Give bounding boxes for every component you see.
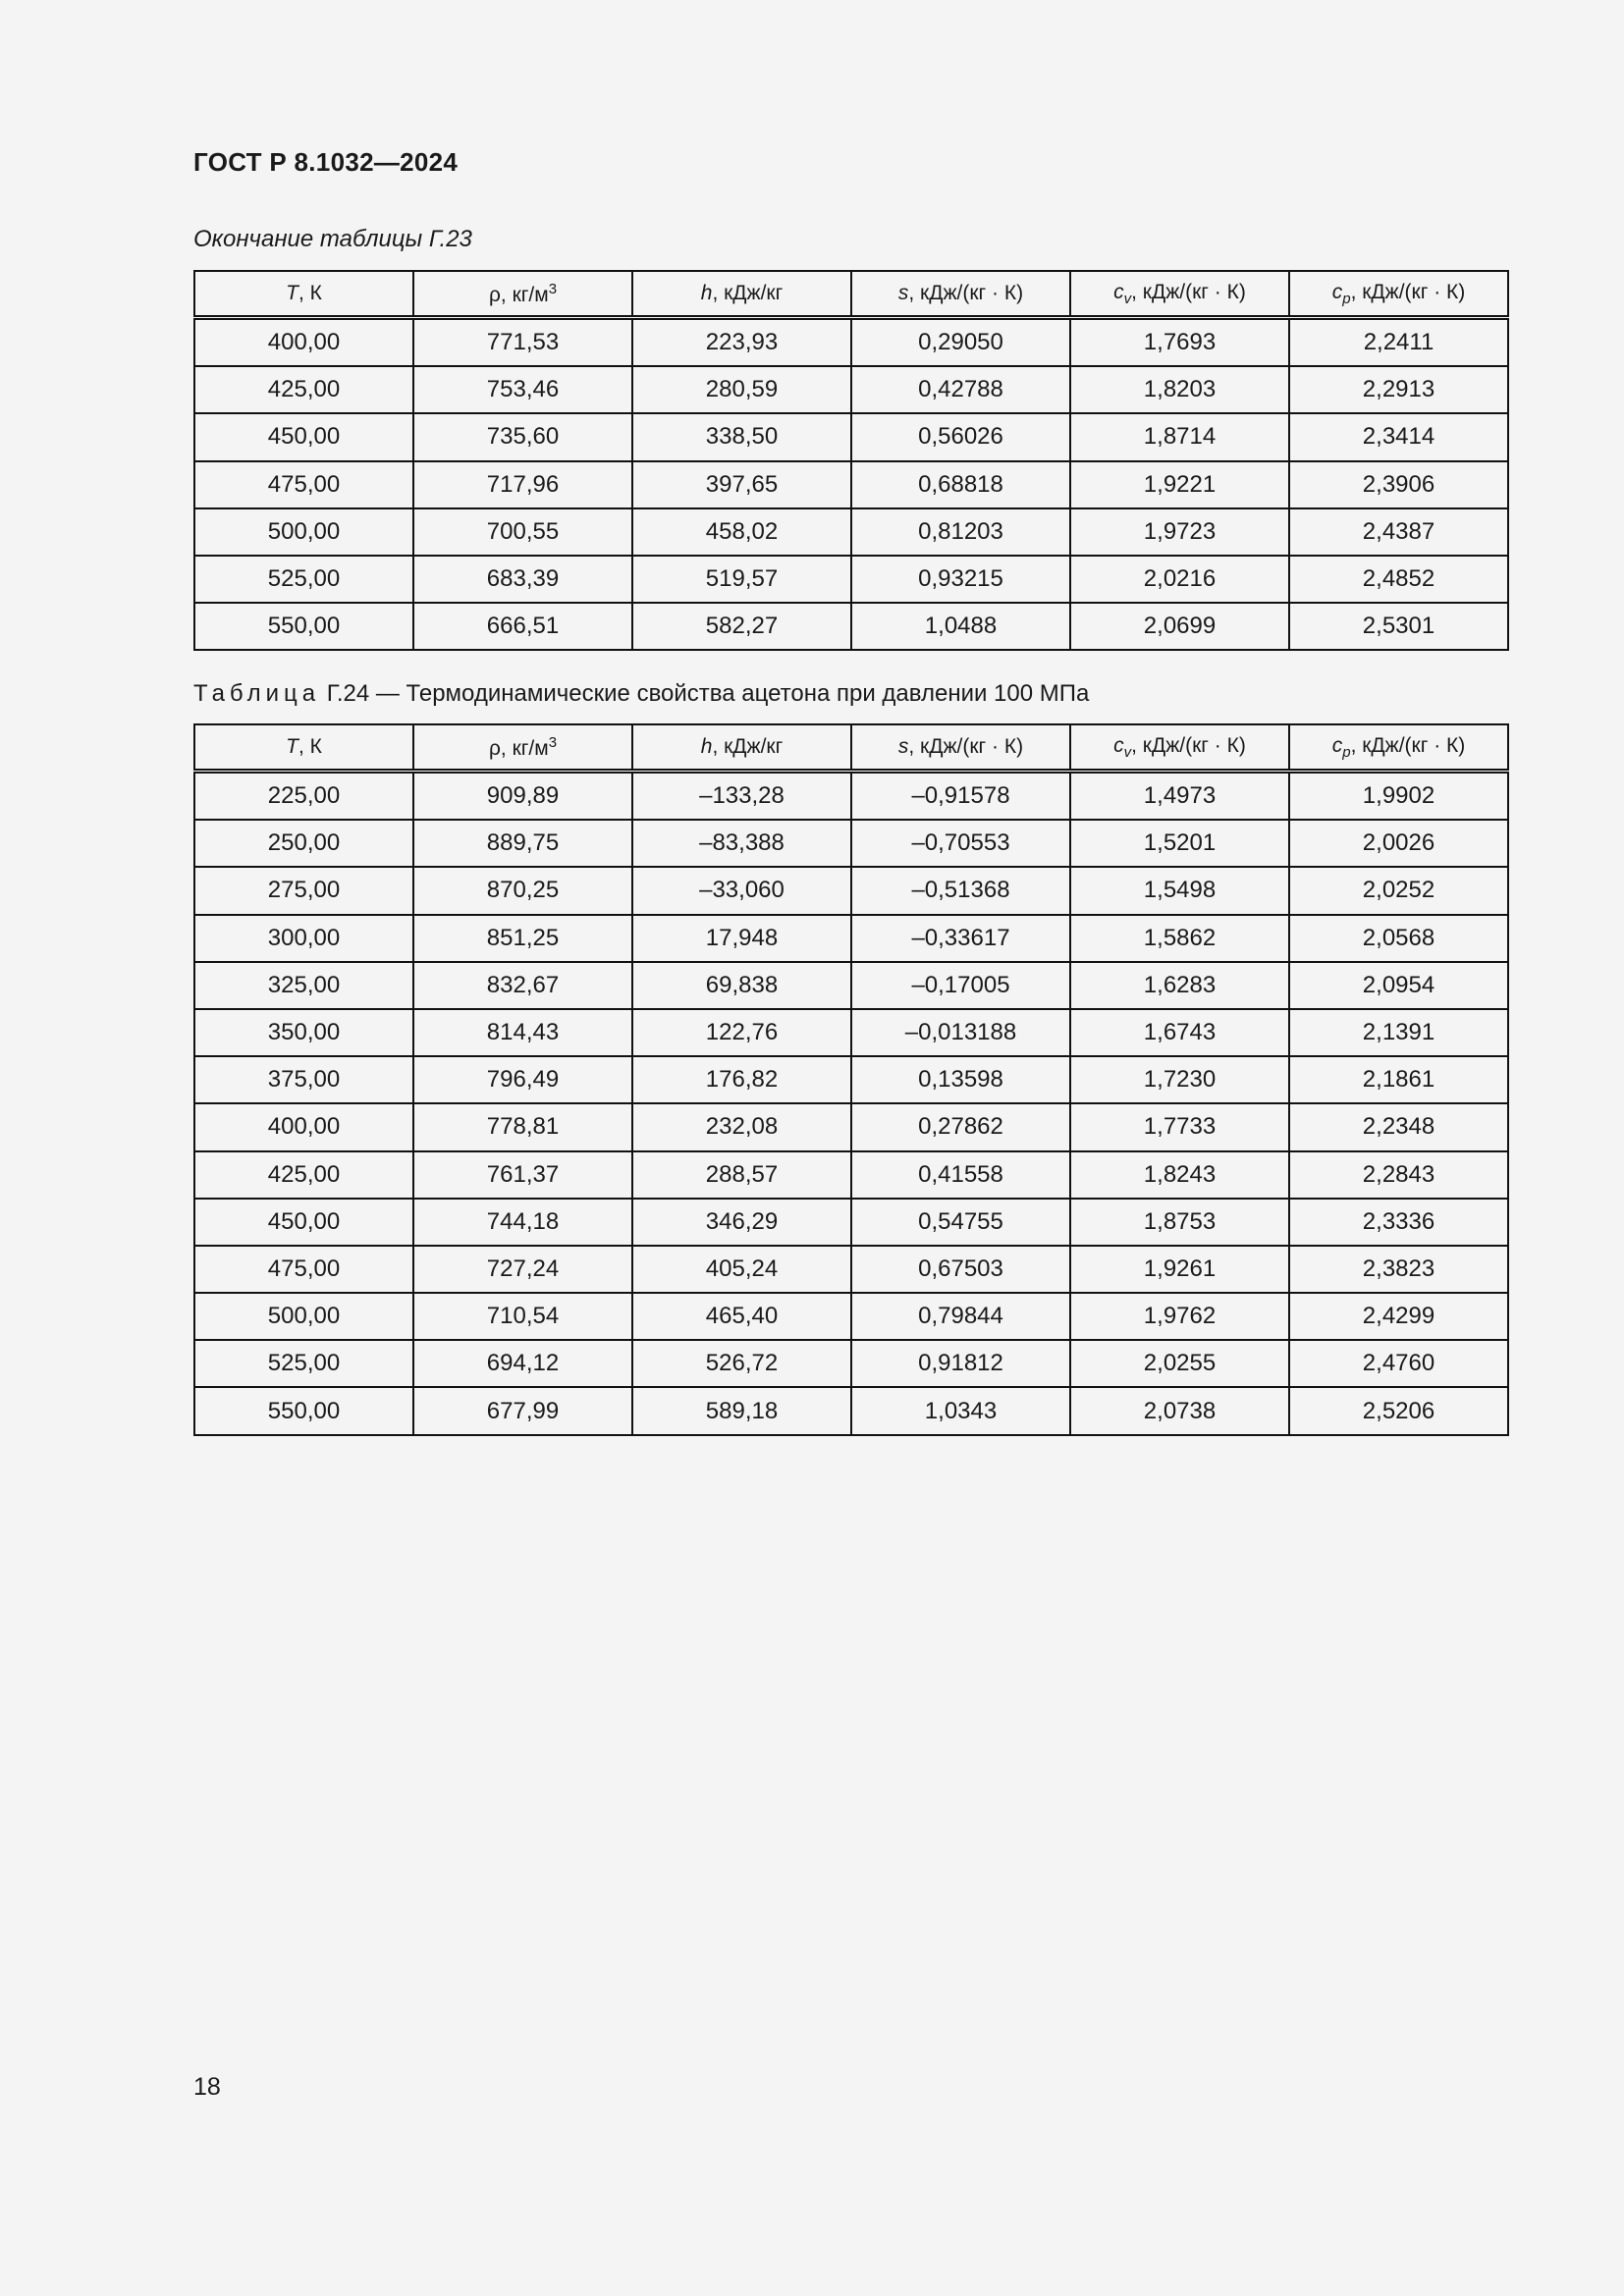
table-cell: 1,8714 xyxy=(1070,413,1289,460)
properties-table-g23 xyxy=(193,270,1509,651)
column-symbol: h xyxy=(700,735,713,758)
table-cell: 2,5301 xyxy=(1289,603,1508,650)
table-cell: 2,1861 xyxy=(1289,1056,1508,1103)
column-header xyxy=(413,271,632,318)
table-cell: 2,4299 xyxy=(1289,1293,1508,1340)
table-continuation-caption: Окончание таблицы Г.23 xyxy=(193,226,472,252)
table-cell: 1,8753 xyxy=(1070,1199,1289,1246)
column-symbol: T xyxy=(286,735,298,758)
table-cell: 458,02 xyxy=(632,508,851,556)
table-cell: 2,0255 xyxy=(1070,1340,1289,1387)
column-unit: , К xyxy=(298,735,322,758)
table-cell: 400,00 xyxy=(194,1103,413,1150)
column-unit: , кДж/(кг · К) xyxy=(1131,280,1246,303)
table-cell: 525,00 xyxy=(194,556,413,603)
table-cell: 397,65 xyxy=(632,461,851,508)
table-cell: 2,5206 xyxy=(1289,1387,1508,1434)
table-cell: –0,013188 xyxy=(851,1009,1070,1056)
table-cell: 2,0216 xyxy=(1070,556,1289,603)
table-cell: 346,29 xyxy=(632,1199,851,1246)
table-cell: 1,8243 xyxy=(1070,1151,1289,1199)
table-cell: 375,00 xyxy=(194,1056,413,1103)
table-cell: 280,59 xyxy=(632,366,851,413)
table-row xyxy=(194,1293,1508,1340)
table-cell: 1,7733 xyxy=(1070,1103,1289,1150)
table-cell: 700,55 xyxy=(413,508,632,556)
table-cell: 500,00 xyxy=(194,1293,413,1340)
column-symbol: ρ xyxy=(488,736,501,760)
table-cell: 1,4973 xyxy=(1070,772,1289,821)
table-cell: 0,13598 xyxy=(851,1056,1070,1103)
column-header xyxy=(632,724,851,772)
table-row xyxy=(194,820,1508,867)
table-cell: 0,42788 xyxy=(851,366,1070,413)
column-symbol: c xyxy=(1113,733,1124,757)
table-cell: 778,81 xyxy=(413,1103,632,1150)
table-cell: 2,4760 xyxy=(1289,1340,1508,1387)
table-row xyxy=(194,603,1508,650)
column-subscript: p xyxy=(1342,290,1351,307)
column-superscript: 3 xyxy=(548,280,558,297)
table-cell: 2,0699 xyxy=(1070,603,1289,650)
table-cell: 0,68818 xyxy=(851,461,1070,508)
table-cell: 122,76 xyxy=(632,1009,851,1056)
table-body xyxy=(194,318,1508,651)
table-cell: 2,0026 xyxy=(1289,820,1508,867)
table-cell: 814,43 xyxy=(413,1009,632,1056)
table-row xyxy=(194,461,1508,508)
table-cell: 717,96 xyxy=(413,461,632,508)
table-cell: 1,5201 xyxy=(1070,820,1289,867)
table-caption-text: Г.24 — Термодинамические свойства ацетона при давлении 100 МПа xyxy=(326,680,1090,707)
table-cell: 683,39 xyxy=(413,556,632,603)
table-cell: 405,24 xyxy=(632,1246,851,1293)
table-row xyxy=(194,556,1508,603)
table-cell: 550,00 xyxy=(194,603,413,650)
column-superscript: 3 xyxy=(548,733,558,751)
table-cell: 550,00 xyxy=(194,1387,413,1434)
column-symbol: h xyxy=(700,282,713,304)
table-cell: 0,79844 xyxy=(851,1293,1070,1340)
table-cell: 338,50 xyxy=(632,413,851,460)
table-cell: 69,838 xyxy=(632,962,851,1009)
table-cell: 2,2913 xyxy=(1289,366,1508,413)
column-subscript: v xyxy=(1123,290,1132,307)
table-cell: 400,00 xyxy=(194,318,413,367)
table-row xyxy=(194,1009,1508,1056)
document-title: ГОСТ Р 8.1032—2024 xyxy=(193,147,459,177)
table-cell: 753,46 xyxy=(413,366,632,413)
column-header xyxy=(632,271,851,318)
table-cell: 500,00 xyxy=(194,508,413,556)
table-cell: –0,33617 xyxy=(851,915,1070,962)
table-cell: 425,00 xyxy=(194,1151,413,1199)
table-cell: –0,17005 xyxy=(851,962,1070,1009)
table-cell: 2,3414 xyxy=(1289,413,1508,460)
table-cell: 1,9723 xyxy=(1070,508,1289,556)
column-symbol: ρ xyxy=(488,283,501,306)
properties-table-g24 xyxy=(193,723,1509,1436)
table-cell: 17,948 xyxy=(632,915,851,962)
column-header xyxy=(1289,724,1508,772)
table-cell: –83,388 xyxy=(632,820,851,867)
table-caption xyxy=(193,680,1089,708)
table-cell: 694,12 xyxy=(413,1340,632,1387)
table-cell: 2,1391 xyxy=(1289,1009,1508,1056)
table-cell: 761,37 xyxy=(413,1151,632,1199)
column-header xyxy=(851,724,1070,772)
table-cell: 0,93215 xyxy=(851,556,1070,603)
column-symbol: c xyxy=(1331,733,1343,757)
column-header xyxy=(1070,271,1289,318)
column-unit: , кДж/(кг · К) xyxy=(908,282,1024,304)
table-cell: 1,0343 xyxy=(851,1387,1070,1434)
table-cell: 589,18 xyxy=(632,1387,851,1434)
table-row xyxy=(194,508,1508,556)
table-cell: 2,2411 xyxy=(1289,318,1508,367)
column-unit: , кДж/(кг · К) xyxy=(1131,733,1246,757)
table-cell: 475,00 xyxy=(194,1246,413,1293)
table-cell: 2,3336 xyxy=(1289,1199,1508,1246)
table-cell: 1,9221 xyxy=(1070,461,1289,508)
table-cell: 2,0568 xyxy=(1289,915,1508,962)
table-cell: 300,00 xyxy=(194,915,413,962)
column-symbol: c xyxy=(1113,280,1124,303)
table-cell: 2,0252 xyxy=(1289,867,1508,914)
table-row xyxy=(194,1340,1508,1387)
column-unit: , кДж/(кг · К) xyxy=(908,735,1024,758)
table-cell: 0,27862 xyxy=(851,1103,1070,1150)
table-cell: 465,40 xyxy=(632,1293,851,1340)
column-unit: , кДж/(кг · К) xyxy=(1350,733,1466,757)
column-header xyxy=(1070,724,1289,772)
column-subscript: v xyxy=(1123,743,1132,761)
table-row xyxy=(194,1199,1508,1246)
table-row xyxy=(194,1056,1508,1103)
table-cell: 666,51 xyxy=(413,603,632,650)
table-cell: 2,2348 xyxy=(1289,1103,1508,1150)
table-cell: 2,2843 xyxy=(1289,1151,1508,1199)
table-cell: 1,8203 xyxy=(1070,366,1289,413)
table-cell: 677,99 xyxy=(413,1387,632,1434)
table-cell: 350,00 xyxy=(194,1009,413,1056)
table-cell: 870,25 xyxy=(413,867,632,914)
table-cell: 275,00 xyxy=(194,867,413,914)
column-header xyxy=(413,724,632,772)
table-cell: 796,49 xyxy=(413,1056,632,1103)
table-cell: 582,27 xyxy=(632,603,851,650)
table-caption-label: Таблица xyxy=(193,680,321,707)
table-cell: 889,75 xyxy=(413,820,632,867)
table-cell: 0,67503 xyxy=(851,1246,1070,1293)
column-header xyxy=(194,271,413,318)
table-cell: 832,67 xyxy=(413,962,632,1009)
table-cell: 526,72 xyxy=(632,1340,851,1387)
table-cell: 1,7230 xyxy=(1070,1056,1289,1103)
table-header xyxy=(194,724,1508,772)
table-row xyxy=(194,962,1508,1009)
table-cell: 909,89 xyxy=(413,772,632,821)
table-row xyxy=(194,413,1508,460)
table-cell: 0,29050 xyxy=(851,318,1070,367)
column-unit: , кДж/(кг · К) xyxy=(1350,280,1466,303)
column-unit: , кг/м xyxy=(500,283,549,306)
table-cell: 1,9902 xyxy=(1289,772,1508,821)
table-cell: –33,060 xyxy=(632,867,851,914)
column-symbol: s xyxy=(897,282,909,304)
column-subscript: p xyxy=(1342,743,1351,761)
table-cell: 0,54755 xyxy=(851,1199,1070,1246)
table-cell: 1,5498 xyxy=(1070,867,1289,914)
table-cell: 2,4387 xyxy=(1289,508,1508,556)
table-cell: 1,6743 xyxy=(1070,1009,1289,1056)
table-cell: –0,91578 xyxy=(851,772,1070,821)
table-row xyxy=(194,1387,1508,1434)
table-cell: 232,08 xyxy=(632,1103,851,1150)
table-cell: 425,00 xyxy=(194,366,413,413)
table-cell: 450,00 xyxy=(194,413,413,460)
column-unit: , кг/м xyxy=(500,736,549,760)
column-symbol: s xyxy=(897,735,909,758)
table-row xyxy=(194,1246,1508,1293)
table-cell: 0,91812 xyxy=(851,1340,1070,1387)
table-cell: 325,00 xyxy=(194,962,413,1009)
table-cell: 475,00 xyxy=(194,461,413,508)
table-row xyxy=(194,318,1508,367)
table-cell: 2,0738 xyxy=(1070,1387,1289,1434)
table-cell: 1,6283 xyxy=(1070,962,1289,1009)
table-cell: 735,60 xyxy=(413,413,632,460)
table-cell: 1,9762 xyxy=(1070,1293,1289,1340)
table-cell: 176,82 xyxy=(632,1056,851,1103)
table-cell: 0,56026 xyxy=(851,413,1070,460)
column-header xyxy=(1289,271,1508,318)
table-cell: 0,81203 xyxy=(851,508,1070,556)
table-cell: 519,57 xyxy=(632,556,851,603)
table-header xyxy=(194,271,1508,318)
table-body xyxy=(194,772,1508,1435)
table-row xyxy=(194,366,1508,413)
table-cell: 2,3906 xyxy=(1289,461,1508,508)
column-unit: , кДж/кг xyxy=(712,735,784,758)
table-cell: 0,41558 xyxy=(851,1151,1070,1199)
table-cell: –0,70553 xyxy=(851,820,1070,867)
table-cell: 2,0954 xyxy=(1289,962,1508,1009)
column-symbol: c xyxy=(1331,280,1343,303)
table-cell: 727,24 xyxy=(413,1246,632,1293)
table-cell: 525,00 xyxy=(194,1340,413,1387)
table-cell: 1,9261 xyxy=(1070,1246,1289,1293)
table-cell: 2,3823 xyxy=(1289,1246,1508,1293)
table-cell: 1,5862 xyxy=(1070,915,1289,962)
column-header xyxy=(194,724,413,772)
table-cell: 710,54 xyxy=(413,1293,632,1340)
table-row xyxy=(194,1103,1508,1150)
table-cell: 744,18 xyxy=(413,1199,632,1246)
table-cell: 1,0488 xyxy=(851,603,1070,650)
column-header xyxy=(851,271,1070,318)
column-symbol: T xyxy=(286,282,298,304)
table-cell: 2,4852 xyxy=(1289,556,1508,603)
table-cell: 851,25 xyxy=(413,915,632,962)
table-cell: 223,93 xyxy=(632,318,851,367)
table-row xyxy=(194,1151,1508,1199)
table-cell: 450,00 xyxy=(194,1199,413,1246)
table-cell: 288,57 xyxy=(632,1151,851,1199)
table-cell: –133,28 xyxy=(632,772,851,821)
table-cell: –0,51368 xyxy=(851,867,1070,914)
table-cell: 225,00 xyxy=(194,772,413,821)
table-cell: 771,53 xyxy=(413,318,632,367)
column-unit: , кДж/кг xyxy=(712,282,784,304)
table-row xyxy=(194,772,1508,821)
table-cell: 250,00 xyxy=(194,820,413,867)
table-cell: 1,7693 xyxy=(1070,318,1289,367)
column-unit: , К xyxy=(298,282,322,304)
page-number: 18 xyxy=(193,2073,221,2101)
table-row xyxy=(194,867,1508,914)
table-row xyxy=(194,915,1508,962)
